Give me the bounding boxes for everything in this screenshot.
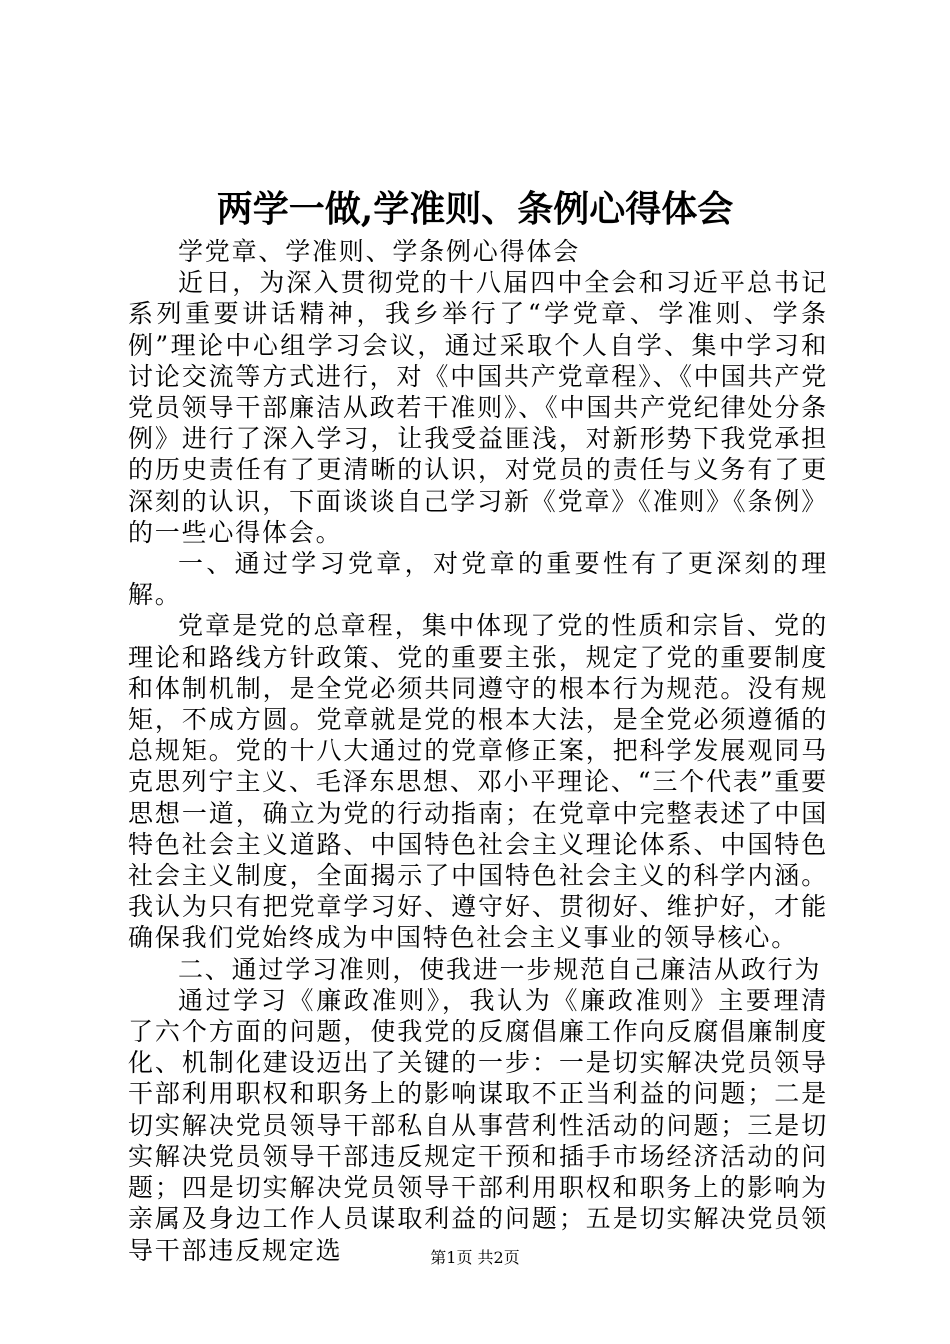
document-title: 两学一做,学准则、条例心得体会 xyxy=(216,188,734,230)
page-number-footer: 第1页 共2页 xyxy=(430,1248,520,1267)
section-2-paragraph: 通过学习《廉政准则》，我认为《廉政准则》主要理清了六个方面的问题，使我党的反腐倡廉工作向反腐倡廉制度化、机制化建设迈出了关键的一步：一是切实解决党员领导干部利用职权和职务上的影响谋取不正当利益的问题；二是切实解决党员领导干部私自从事营利性活动的问题；三是切实解决党员领导干部违反规定干预和插手市场经济活动的问题；四是切实解决党员领导干部利用职权和职务上的影响为亲属及身边工作人员谋取利益的问题；五是切实解决党员领导干部违反规定选 xyxy=(128,985,828,1265)
section-heading-1: 一、通过学习党章，对党章的重要性有了更深刻的理解。 xyxy=(128,549,828,610)
subtitle-paragraph: 学党章、学准则、学条例心得体会 xyxy=(178,237,581,266)
section-1-paragraph: 党章是党的总章程，集中体现了党的性质和宗旨、党的理论和路线方针政策、党的重要主张，规定了党的重要制度和体制机制，是全党必须共同遵守的根本行为规范。没有规矩，不成方圆。党章就是党的根本大法，是全党必须遵循的总规矩。党的十八大通过的党章修正案，把科学发展观同马克思列宁主义、毛泽东思想、邓小平理论、“三个代表”重要思想一道，确立为党的行动指南；在党章中完整表述了中国特色社会主义道路、中国特色社会主义理论体系、中国特色社会主义制度，全面揭示了中国特色社会主义的科学内涵。我认为只有把党章学习好、遵守好、贯彻好、维护好，才能确保我们党始终成为中国特色社会主义事业的领导核心。 xyxy=(128,611,828,953)
section-heading-2: 二、通过学习准则，使我进一步规范自己廉洁从政行为 xyxy=(178,954,822,984)
intro-paragraph: 近日，为深入贯彻党的十八届四中全会和习近平总书记系列重要讲话精神，我乡举行了“学党章、学准则、学条例”理论中心组学习会议，通过采取个人自学、集中学习和讨论交流等方式进行，对《中国共产党章程》、《中国共产党党员领导干部廉洁从政若干准则》、《中国共产党纪律处分条例》进行了深入学习，让我受益匪浅，对新形势下我党承担的历史责任有了更清晰的认识，对党员的责任与义务有了更深刻的认识，下面谈谈自己学习新《党章》《准则》《条例》的一些心得体会。 xyxy=(128,268,828,547)
document-body xyxy=(128,236,828,1266)
